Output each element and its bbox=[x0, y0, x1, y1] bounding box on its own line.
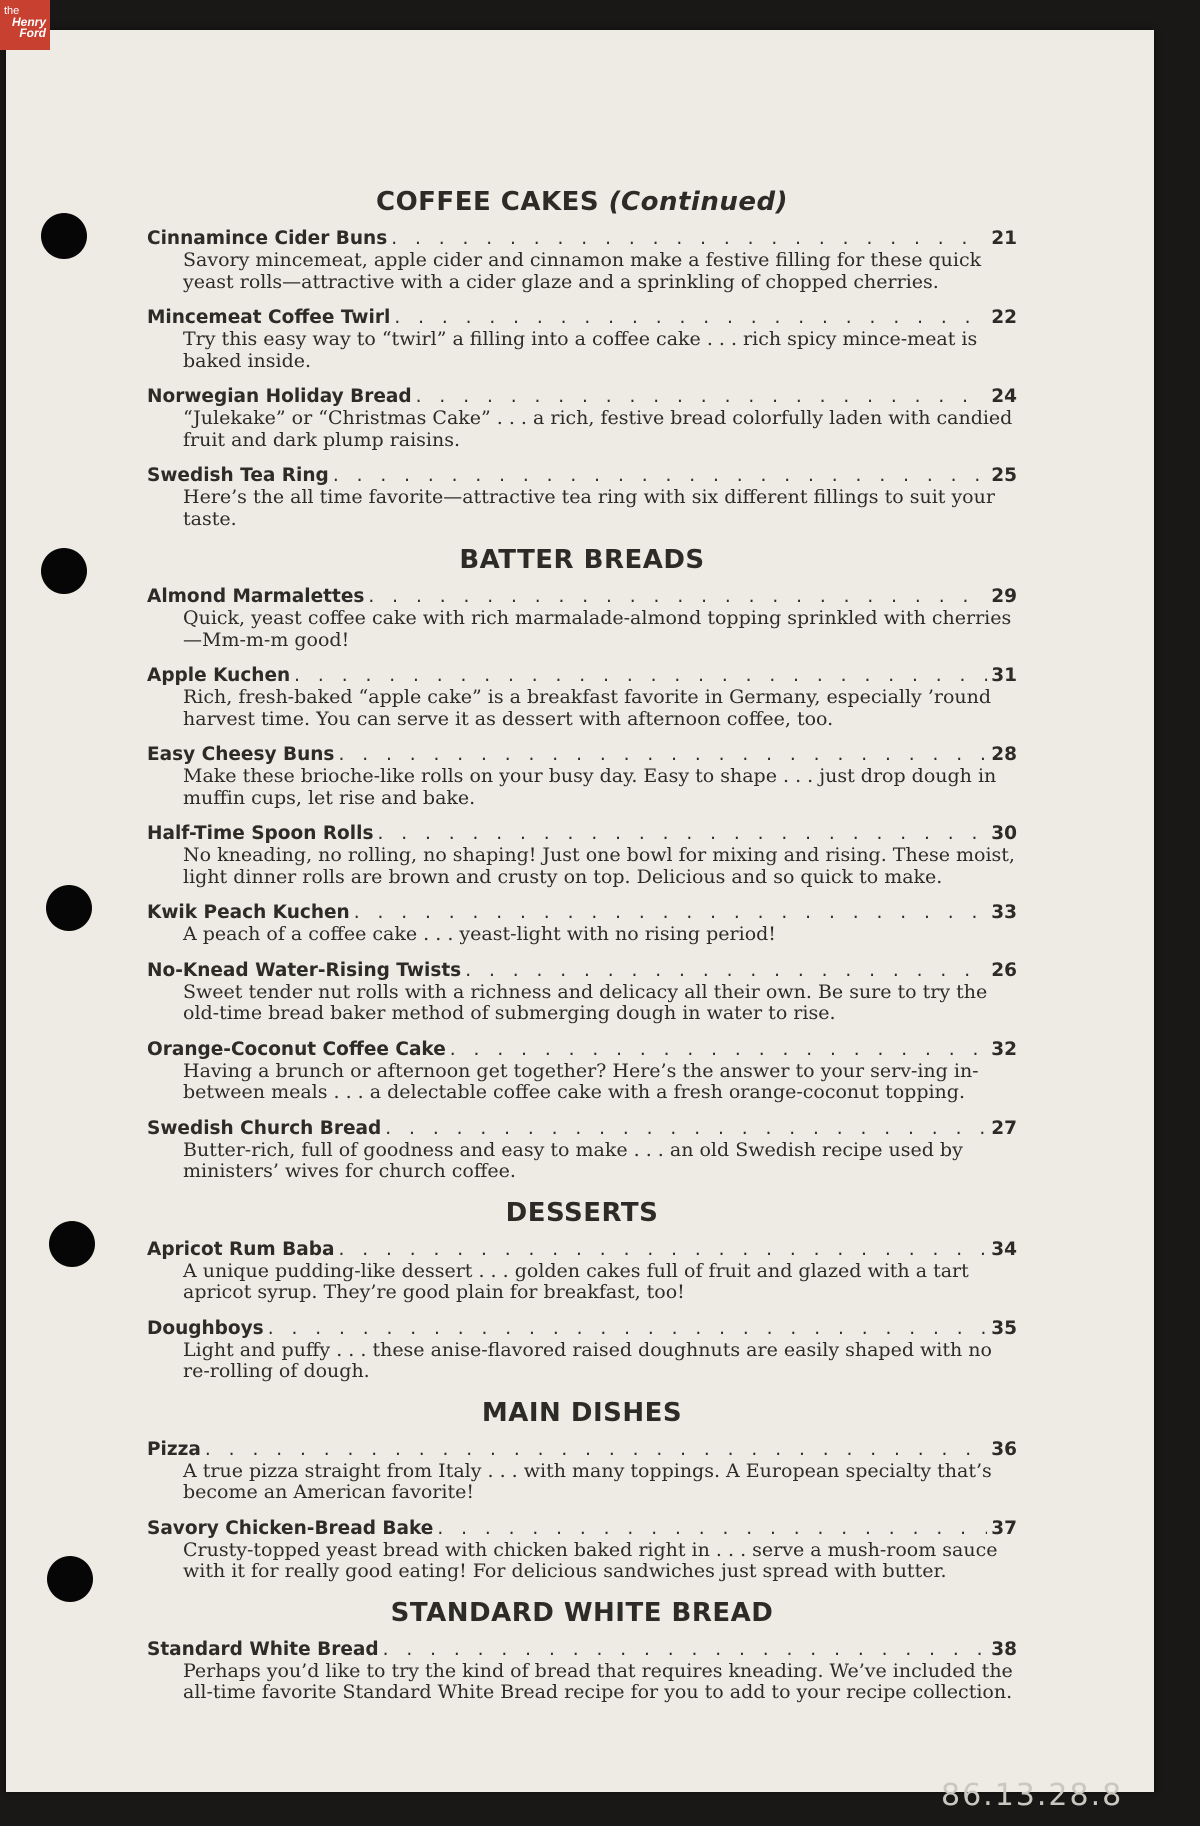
dot-leader bbox=[338, 744, 987, 766]
recipe-entry bbox=[147, 1439, 1017, 1504]
page-number: 29 bbox=[991, 586, 1017, 607]
recipe-title: No-Knead Water-Rising Twists bbox=[147, 959, 462, 981]
dot-leader bbox=[450, 1039, 987, 1061]
page-number: 27 bbox=[991, 1117, 1017, 1139]
recipe-description: No kneading, no rolling, no shaping! Just one bowl for mixing and rising. These moist, light dinner rolls are brown and crusty on top. Delicious and so quick to make. bbox=[183, 844, 1015, 888]
recipe-description: Butter-rich, full of goodness and easy to make . . . an old Swedish recipe used by ministers’ wives for church coffee. bbox=[183, 1138, 963, 1182]
dot-leader bbox=[205, 1439, 987, 1461]
recipe-title: Swedish Tea Ring bbox=[147, 465, 329, 486]
recipe-description: Here’s the all time favorite—attractive tea ring with six different fillings to suit your taste. bbox=[183, 486, 995, 530]
logo-line-2: Henry bbox=[11, 15, 46, 29]
recipe-entry bbox=[147, 1518, 1017, 1583]
dot-leader bbox=[416, 386, 988, 408]
recipe-entry bbox=[147, 586, 1017, 651]
entry-title-line bbox=[147, 960, 1017, 982]
recipe-title: Apricot Rum Baba bbox=[147, 1238, 335, 1260]
section-heading bbox=[147, 544, 1017, 576]
section-title: BATTER BREADS bbox=[459, 545, 705, 575]
dot-leader bbox=[368, 586, 987, 608]
section-title: DESSERTS bbox=[505, 1197, 659, 1228]
recipe-entry bbox=[147, 228, 1017, 293]
recipe-entry bbox=[147, 902, 1017, 946]
entry-title-line bbox=[147, 823, 1017, 845]
recipe-description: Quick, yeast coffee cake with rich marmalade-almond topping sprinkled with cherries—Mm-m-m good! bbox=[183, 607, 1012, 651]
dot-leader bbox=[465, 960, 987, 982]
recipe-title: Almond Marmalettes bbox=[147, 586, 365, 607]
section-heading bbox=[147, 1397, 1017, 1429]
binder-hole bbox=[47, 1556, 93, 1602]
binder-hole bbox=[41, 213, 87, 259]
accession-number: 86.13.28.8 bbox=[941, 1778, 1124, 1813]
recipe-description: Having a brunch or afternoon get together? Here’s the answer to your serv-ing in-between meals . . . a delectable coffee cake with a fresh orange-coconut topping. bbox=[183, 1059, 979, 1103]
page-number: 32 bbox=[991, 1038, 1017, 1060]
recipe-description: Light and puffy . . . these anise-flavored raised doughnuts are easily shaped with no re-rolling of dough. bbox=[183, 1338, 992, 1382]
section-heading bbox=[147, 1597, 1017, 1629]
dot-leader bbox=[338, 1239, 987, 1261]
section-title-suffix: (Continued) bbox=[608, 187, 788, 217]
page-number: 22 bbox=[991, 307, 1017, 328]
page-number: 31 bbox=[991, 665, 1017, 686]
recipe-title: Norwegian Holiday Bread bbox=[147, 386, 412, 407]
page-number: 25 bbox=[991, 465, 1017, 486]
binder-hole bbox=[41, 548, 87, 594]
section-title: COFFEE CAKES bbox=[375, 187, 600, 217]
entry-title-line bbox=[147, 307, 1017, 329]
dot-leader bbox=[377, 823, 987, 845]
entry-title-line bbox=[147, 1439, 1017, 1461]
recipe-description: Make these brioche-like rolls on your busy day. Easy to shape . . . just drop dough in muffin cups, let rise and bake. bbox=[183, 765, 997, 809]
dot-leader bbox=[354, 902, 988, 924]
recipe-description: Crusty-topped yeast bread with chicken baked right in . . . serve a mush-room sauce with it for really good eating! For delicious sandwiches just spread with butter. bbox=[183, 1538, 998, 1582]
dot-leader bbox=[268, 1318, 988, 1340]
document-page bbox=[6, 26, 1154, 1813]
entry-title-line bbox=[147, 1639, 1017, 1661]
recipe-description: A unique pudding-like dessert . . . golden cakes full of fruit and glazed with a tart apricot syrup. They’re good plain for breakfast, too! bbox=[183, 1259, 969, 1303]
entry-title-line bbox=[147, 1518, 1017, 1540]
page-number: 26 bbox=[991, 959, 1017, 981]
entry-title-line bbox=[147, 1318, 1017, 1340]
entry-title-line bbox=[147, 665, 1017, 687]
page-number: 37 bbox=[991, 1517, 1017, 1539]
page-number: 36 bbox=[991, 1438, 1017, 1460]
page-number: 35 bbox=[991, 1317, 1017, 1339]
recipe-description: Sweet tender nut rolls with a richness and delicacy all their own. Be sure to try the old-time bread baker method of submerging dough in water to rise. bbox=[183, 980, 988, 1024]
page-number: 33 bbox=[991, 902, 1017, 923]
entry-title-line bbox=[147, 465, 1017, 487]
recipe-description: Savory mincemeat, apple cider and cinnamon make a festive filling for these quick yeast rolls—attractive with a cider glaze and a sprinkling of chopped cherries. bbox=[183, 249, 982, 293]
binder-hole bbox=[46, 885, 92, 931]
entry-title-line bbox=[147, 1039, 1017, 1061]
recipe-title: Apple Kuchen bbox=[147, 665, 291, 686]
section-heading bbox=[147, 1197, 1017, 1229]
entry-title-line bbox=[147, 228, 1017, 250]
entry-title-line bbox=[147, 744, 1017, 766]
entry-title-line bbox=[147, 386, 1017, 408]
recipe-entry bbox=[147, 665, 1017, 730]
recipe-entry bbox=[147, 1239, 1017, 1304]
henry-ford-logo bbox=[0, 0, 50, 50]
recipe-title: Doughboys bbox=[147, 1317, 264, 1339]
recipe-title: Easy Cheesy Buns bbox=[147, 744, 335, 765]
page-number: 28 bbox=[991, 744, 1017, 765]
dot-leader bbox=[437, 1518, 987, 1540]
page-number: 30 bbox=[991, 823, 1017, 844]
recipe-description: “Julekake” or “Christmas Cake” . . . a rich, festive bread colorfully laden with candied fruit and dark plump raisins. bbox=[183, 407, 1013, 451]
table-of-contents bbox=[147, 182, 1017, 1718]
recipe-entry bbox=[147, 823, 1017, 888]
recipe-entry bbox=[147, 1039, 1017, 1104]
recipe-title: Pizza bbox=[147, 1438, 201, 1460]
page-number: 24 bbox=[991, 386, 1017, 407]
dot-leader bbox=[294, 665, 987, 687]
dot-leader bbox=[333, 465, 987, 487]
entry-title-line bbox=[147, 1118, 1017, 1140]
recipe-description: A peach of a coffee cake . . . yeast-light with no rising period! bbox=[183, 923, 776, 945]
logo-line-1: the bbox=[4, 5, 20, 17]
entry-title-line bbox=[147, 902, 1017, 924]
dot-leader bbox=[385, 1118, 987, 1140]
section-title: MAIN DISHES bbox=[481, 1397, 683, 1428]
dot-leader bbox=[391, 228, 987, 250]
recipe-entry bbox=[147, 744, 1017, 809]
page-number: 34 bbox=[991, 1238, 1017, 1260]
recipe-title: Cinnamince Cider Buns bbox=[147, 228, 388, 249]
logo-line-3: Ford bbox=[19, 26, 46, 40]
recipe-entry bbox=[147, 1118, 1017, 1183]
section-title: STANDARD WHITE BREAD bbox=[390, 1597, 774, 1628]
entry-title-line bbox=[147, 1239, 1017, 1261]
recipe-entry bbox=[147, 1318, 1017, 1383]
entry-title-line bbox=[147, 586, 1017, 608]
dot-leader bbox=[394, 307, 987, 329]
recipe-entry bbox=[147, 307, 1017, 372]
recipe-description: Perhaps you’d like to try the kind of bread that requires kneading. We’ve included the all-time favorite Standard White Bread recipe for you to add to your recipe collection. bbox=[183, 1659, 1013, 1703]
recipe-entry bbox=[147, 1639, 1017, 1704]
recipe-title: Half-Time Spoon Rolls bbox=[147, 823, 374, 844]
page-number: 38 bbox=[991, 1638, 1017, 1660]
page-number: 21 bbox=[991, 228, 1017, 249]
recipe-entry bbox=[147, 386, 1017, 451]
recipe-title: Standard White Bread bbox=[147, 1638, 379, 1660]
recipe-title: Savory Chicken-Bread Bake bbox=[147, 1517, 434, 1539]
recipe-title: Orange-Coconut Coffee Cake bbox=[147, 1038, 446, 1060]
binder-hole bbox=[49, 1221, 95, 1267]
recipe-description: A true pizza straight from Italy . . . with many toppings. A European specialty that’s become an American favorite! bbox=[183, 1459, 992, 1503]
dot-leader bbox=[383, 1639, 988, 1661]
recipe-title: Swedish Church Bread bbox=[147, 1117, 382, 1139]
recipe-title: Kwik Peach Kuchen bbox=[147, 902, 350, 923]
recipe-title: Mincemeat Coffee Twirl bbox=[147, 307, 391, 328]
recipe-description: Try this easy way to “twirl” a filling into a coffee cake . . . rich spicy mince-meat is baked inside. bbox=[183, 328, 978, 372]
recipe-description: Rich, fresh-baked “apple cake” is a breakfast favorite in Germany, especially ’round harvest time. You can serve it as dessert with afternoon coffee, too. bbox=[183, 686, 992, 730]
recipe-entry bbox=[147, 960, 1017, 1025]
recipe-entry bbox=[147, 465, 1017, 530]
section-heading bbox=[147, 186, 1017, 218]
